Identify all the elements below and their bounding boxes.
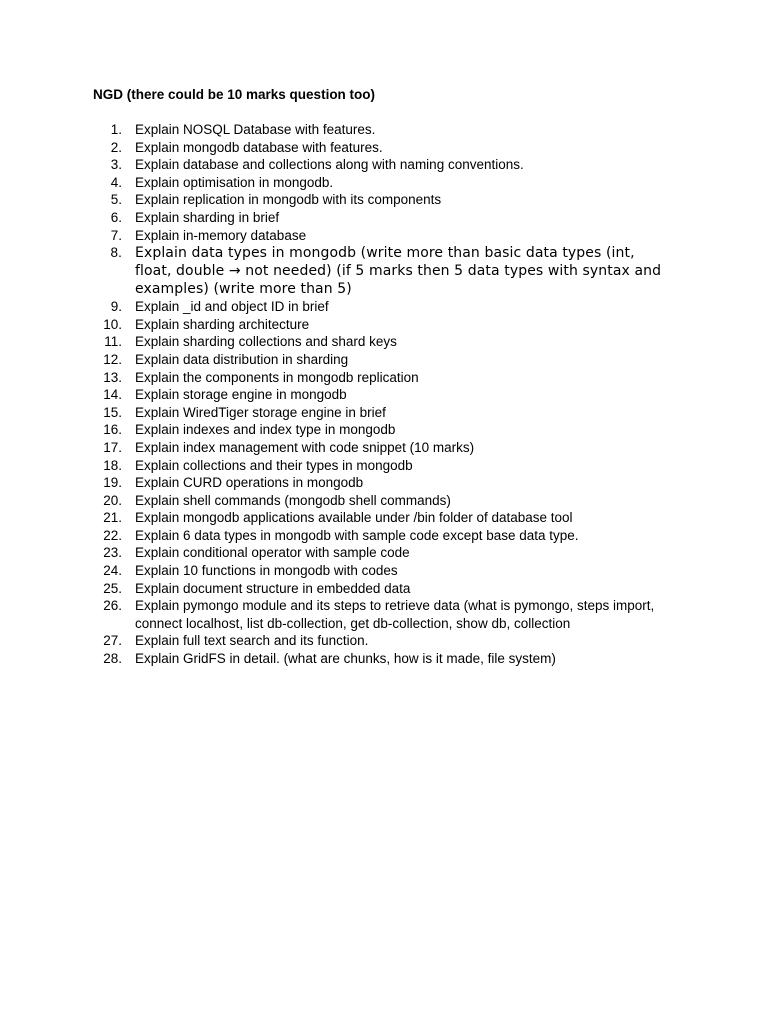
list-item [0, 209, 768, 227]
question-text: Explain the components in mongodb replication [135, 369, 419, 385]
question-number: 5. [110, 192, 122, 208]
list-item [0, 632, 768, 650]
question-text: Explain replication in mongodb with its components [135, 192, 442, 208]
question-number: 13. [103, 369, 122, 385]
question-text: Explain document structure in embedded data [135, 580, 411, 596]
question-number: 25. [103, 580, 122, 596]
question-number: 2. [110, 139, 122, 155]
question-text: Explain in-memory database [135, 227, 307, 243]
question-number: 9. [110, 299, 122, 315]
list-item [0, 457, 768, 475]
list-item [0, 509, 768, 527]
question-text: Explain CURD operations in mongodb [135, 475, 364, 491]
list-item [0, 597, 768, 632]
list-item [0, 544, 768, 562]
list-item [0, 439, 768, 457]
list-item [0, 404, 768, 422]
list-item [0, 562, 768, 580]
question-text: Explain sharding collections and shard keys [135, 334, 397, 350]
list-item [0, 139, 768, 157]
question-text: Explain index management with code snippet (10 marks) [135, 439, 475, 455]
question-list [0, 121, 768, 668]
question-number: 4. [110, 174, 122, 190]
question-number: 26. [103, 598, 122, 614]
question-number: 12. [103, 351, 122, 367]
question-number: 7. [110, 227, 122, 243]
question-text: Explain optimisation in mongodb. [135, 174, 334, 190]
question-number: 24. [103, 563, 122, 579]
question-number: 18. [103, 457, 122, 473]
list-item [0, 580, 768, 598]
question-text: Explain collections and their types in mongodb [135, 457, 413, 473]
list-item [0, 527, 768, 545]
question-text: Explain full text search and its function. [135, 633, 369, 649]
list-item [0, 351, 768, 369]
question-number: 22. [103, 527, 122, 543]
list-item [0, 244, 768, 298]
list-item [0, 386, 768, 404]
question-text: Explain NOSQL Database with features. [135, 122, 376, 137]
question-number: 20. [103, 492, 122, 508]
question-text: Explain shell commands (mongodb shell commands) [135, 492, 451, 508]
list-item [0, 227, 768, 245]
question-number: 21. [103, 510, 122, 526]
list-item [0, 492, 768, 510]
list-item [0, 298, 768, 316]
question-number: 28. [103, 651, 122, 667]
question-text: Explain indexes and index type in mongodb [135, 422, 396, 438]
question-text: Explain data types in mongodb (write more than basic data types (int, float, double → not needed) (if 5 marks then 5 data types with syntax and examples) (write more than 5) [135, 245, 662, 298]
question-number: 14. [103, 387, 122, 403]
question-text: Explain _id and object ID in brief [135, 299, 329, 315]
question-text: Explain sharding architecture [135, 316, 310, 332]
page-heading: NGD (there could be 10 marks question too) [93, 87, 376, 102]
list-item [0, 369, 768, 387]
list-item [0, 421, 768, 439]
list-item [0, 174, 768, 192]
question-number: 15. [103, 404, 122, 420]
question-text: Explain data distribution in sharding [135, 351, 349, 367]
question-text: Explain sharding in brief [135, 209, 280, 225]
question-text: Explain mongodb database with features. [135, 139, 383, 155]
question-text: Explain 10 functions in mongodb with codes [135, 563, 398, 579]
question-text: Explain database and collections along with naming conventions. [135, 157, 524, 173]
list-item [0, 333, 768, 351]
question-text: Explain pymongo module and its steps to retrieve data (what is pymongo, steps import, connect localhost, list db-collection, get db-collection, show db, collection [135, 598, 655, 631]
list-item [0, 191, 768, 209]
question-text: Explain conditional operator with sample code [135, 545, 410, 561]
question-number: 3. [110, 157, 122, 173]
question-text: Explain storage engine in mongodb [135, 387, 347, 403]
question-number: 19. [103, 475, 122, 491]
list-item [0, 121, 768, 139]
list-item [0, 474, 768, 492]
question-number: 6. [110, 209, 122, 225]
list-item [0, 650, 768, 668]
question-number: 1. [110, 122, 122, 137]
question-number: 11. [104, 334, 122, 350]
question-text: Explain mongodb applications available under /bin folder of database tool [135, 510, 573, 526]
question-text: Explain GridFS in detail. (what are chunks, how is it made, file system) [135, 651, 556, 667]
question-number: 10. [103, 316, 122, 332]
question-number: 16. [103, 422, 122, 438]
question-number: 17. [103, 439, 122, 455]
list-item [0, 316, 768, 334]
question-number: 23. [103, 545, 122, 561]
question-number: 8. [110, 245, 122, 261]
question-text: Explain WiredTiger storage engine in brief [135, 404, 386, 420]
list-item [0, 156, 768, 174]
question-number: 27. [103, 633, 122, 649]
question-text: Explain 6 data types in mongodb with sample code except base data type. [135, 527, 579, 543]
